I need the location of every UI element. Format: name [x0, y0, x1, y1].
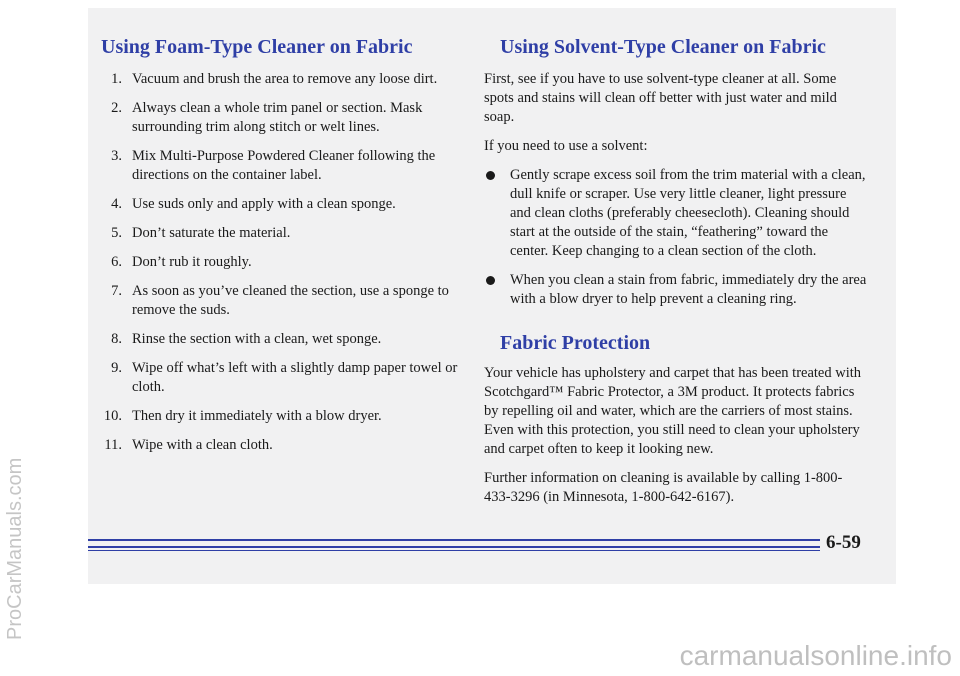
page-number: 6-59: [826, 532, 861, 553]
step-number: 1.: [111, 71, 122, 87]
step-text: Wipe off what’s left with a slightly damp paper towel or cloth.: [132, 360, 458, 395]
bullet-icon: [486, 276, 495, 285]
bullet-icon: [486, 171, 495, 180]
step-number: 8.: [111, 331, 122, 347]
solvent-intro: First, see if you have to use solvent-type cleaner at all. Some spots and stains will clean off better with just water and mild soap.: [484, 71, 837, 125]
heading-fabric-protection: Fabric Protection: [500, 332, 651, 354]
list-item: [100, 147, 470, 185]
list-item: [484, 166, 868, 261]
list-item: [100, 70, 470, 89]
protection-section: [484, 364, 868, 517]
step-number: 5.: [111, 225, 122, 241]
step-text: Mix Multi-Purpose Powdered Cleaner following the directions on the container label.: [132, 148, 436, 183]
list-item: [100, 224, 470, 243]
step-text: Vacuum and brush the area to remove any loose dirt.: [132, 71, 438, 87]
heading-solvent-cleaner: Using Solvent-Type Cleaner on Fabric: [500, 36, 826, 58]
heading-foam-cleaner: Using Foam-Type Cleaner on Fabric: [101, 36, 413, 58]
footer-rule: [88, 550, 820, 551]
step-number: 3.: [111, 148, 122, 164]
bullet-text: Gently scrape excess soil from the trim material with a clean, dull knife or scraper. Use very little cleaner, light pressure and clean cloths (preferably cheesecloth). Cleaning should start at the outside of the stain, “feathering” toward the center. Keep changing to a clean section of the cloth.: [510, 167, 866, 259]
further-info-text: Further information on cleaning is available by calling 1-800-433-3296 (in Minnesota, 1-800-642-6167).: [484, 470, 843, 505]
footer-rule: [88, 546, 820, 548]
step-text: Wipe with a clean cloth.: [132, 437, 273, 453]
list-item: [484, 271, 868, 309]
step-number: 4.: [111, 196, 122, 212]
step-text: Don’t saturate the material.: [132, 225, 291, 241]
protection-text: Your vehicle has upholstery and carpet that has been treated with Scotchgard™ Fabric Protector, a 3M product. It protects fabrics by repelling oil and water, which are the carriers of most stains. Even with this protection, you still need to clean your upholstery and carpet often to keep it looking new.: [484, 365, 862, 457]
list-item: [100, 99, 470, 137]
footer-watermark: carmanualsonline.info: [679, 640, 952, 671]
list-item: [100, 282, 470, 320]
footer-rule: [88, 539, 820, 541]
list-item: [100, 407, 470, 426]
step-number: 10.: [103, 408, 122, 424]
side-watermark: ProCarManuals.com: [4, 457, 26, 640]
step-text: As soon as you’ve cleaned the section, use a sponge to remove the suds.: [132, 283, 449, 318]
list-item: [100, 195, 470, 214]
step-number: 7.: [111, 283, 122, 299]
step-number: 6.: [111, 254, 122, 270]
step-text: Use suds only and apply with a clean sponge.: [132, 196, 396, 212]
step-text: Then dry it immediately with a blow dryer.: [132, 408, 382, 424]
list-item: [100, 330, 470, 349]
foam-steps-list: [100, 70, 470, 465]
list-item: [100, 436, 470, 455]
list-item: [100, 253, 470, 272]
step-text: Always clean a whole trim panel or section. Mask surrounding trim along stitch or welt lines.: [132, 100, 423, 135]
step-text: Rinse the section with a clean, wet sponge.: [132, 331, 382, 347]
bullet-text: When you clean a stain from fabric, immediately dry the area with a blow dryer to help prevent a cleaning ring.: [510, 272, 867, 307]
step-number: 9.: [111, 360, 122, 376]
step-number: 2.: [111, 100, 122, 116]
step-number: 11.: [104, 437, 122, 453]
step-text: Don’t rub it roughly.: [132, 254, 252, 270]
list-item: [100, 359, 470, 397]
solvent-section: [484, 70, 868, 319]
solvent-lead: If you need to use a solvent:: [484, 138, 648, 154]
